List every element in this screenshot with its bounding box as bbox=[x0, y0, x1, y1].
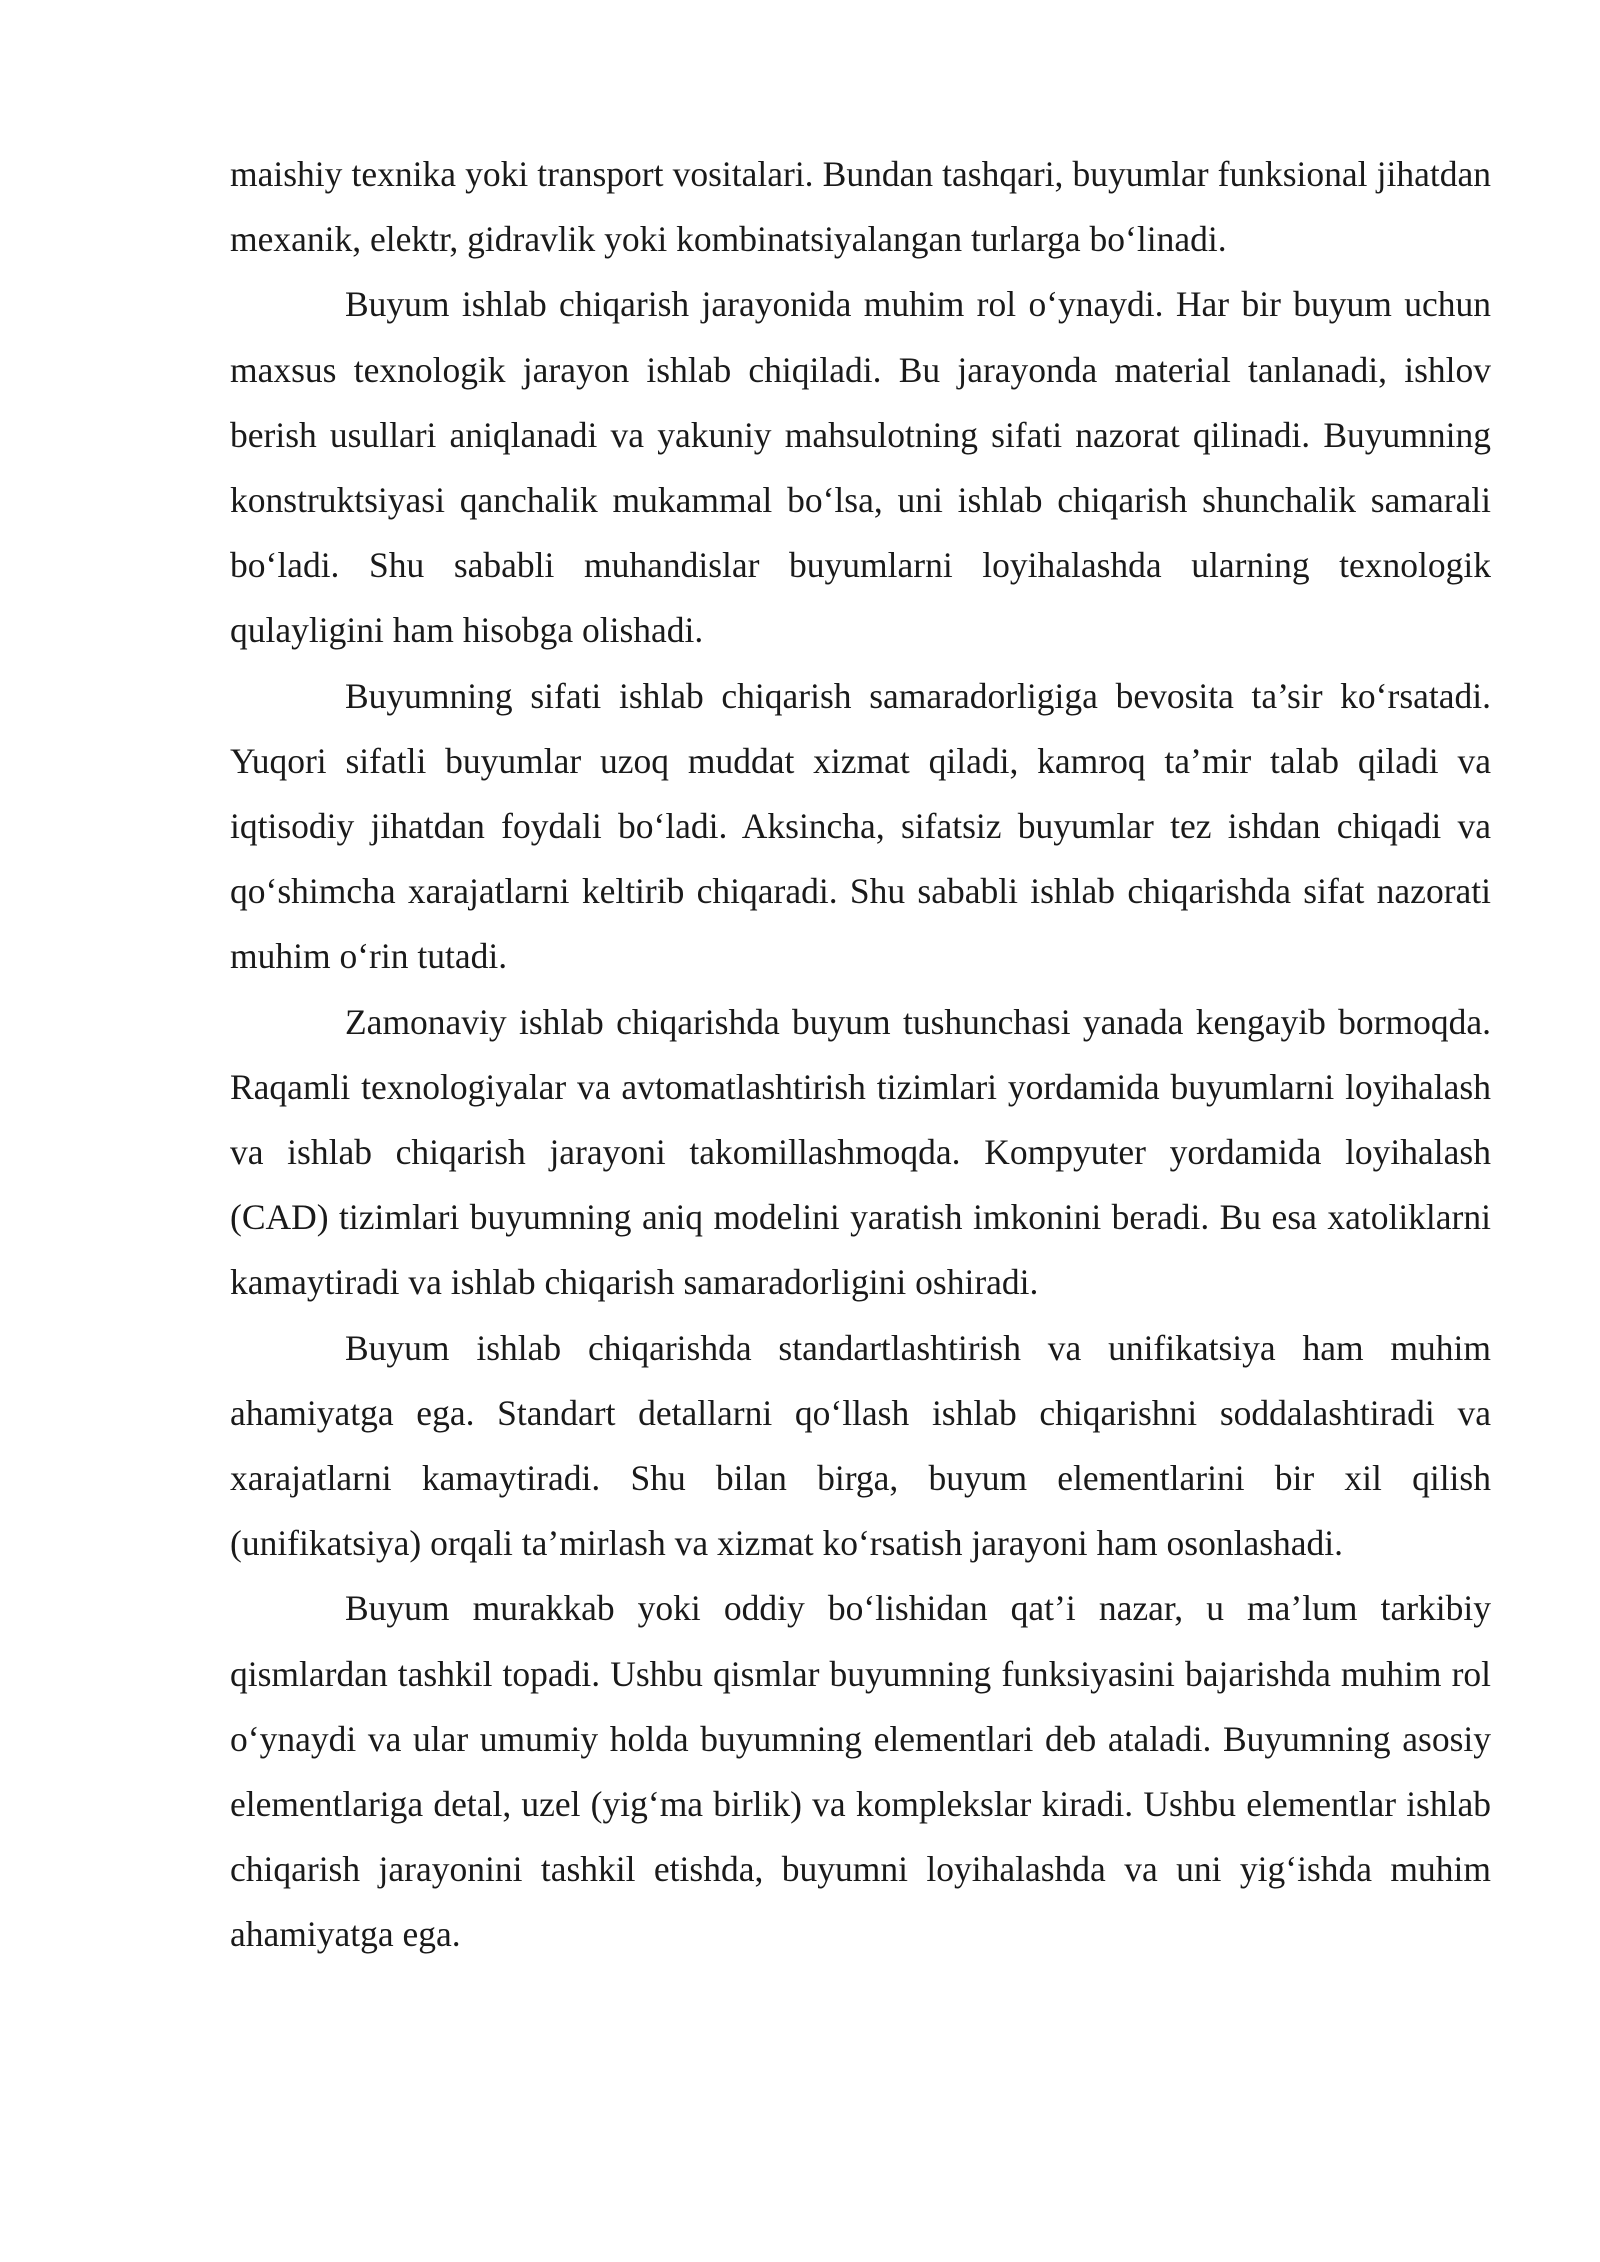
paragraph-elements: Buyum murakkab yoki oddiy bo‘lishidan qat’i nazar, u ma’lum tarkibiy qismlardan tashkil topadi. Ushbu qismlar buyumning funksiyasini bajarishda muhim rol o‘ynaydi va ular umumiy holda buyumning elementlari deb ataladi. Buyumning asosiy elementlariga detal, uzel (yig‘ma birlik) va komplekslar kiradi. Ushbu elementlar ishlab chiqarish jarayonini tashkil etishda, buyumni loyihalashda va uni yig‘ishda muhim ahamiyatga ega. bbox=[230, 1588, 1491, 1955]
paragraph-production-role: Buyum ishlab chiqarish jarayonida muhim rol o‘ynaydi. Har bir buyum uchun maxsus texnologik jarayon ishlab chiqiladi. Bu jarayonda material tanlanadi, ishlov berish usullari aniqlanadi va yakuniy mahsulotning sifati nazorat qilinadi. Buyumning konstruktsiyasi qanchalik mukammal bo‘lsa, uni ishlab chiqarish shunchalik samarali bo‘ladi. Shu sababli muhandislar buyumlarni loyihalashda ularning texnologik qulayligini ham hisobga olishadi. bbox=[230, 284, 1491, 651]
body-text bbox=[230, 142, 1491, 1968]
paragraph-quality: Buyumning sifati ishlab chiqarish samaradorligiga bevosita ta’sir ko‘rsatadi. Yuqori sifatli buyumlar uzoq muddat xizmat qiladi, kamroq ta’mir talab qiladi va iqtisodiy jihatdan foydali bo‘ladi. Aksincha, sifatsiz buyumlar tez ishdan chiqadi va qo‘shimcha xarajatlarni keltirib chiqaradi. Shu sababli ishlab chiqarishda sifat nazorati muhim o‘rin tutadi. bbox=[230, 675, 1491, 977]
paragraph-continuation: maishiy texnika yoki transport vositalari. Bundan tashqari, buyumlar funksional jihatdan mexanik, elektr, gidravlik yoki kombinatsiyalangan turlarga bo‘linadi. bbox=[230, 154, 1491, 260]
paragraph-modern-production: Zamonaviy ishlab chiqarishda buyum tushunchasi yanada kengayib bormoqda. Raqamli texnologiyalar va avtomatlashtirish tizimlari yordamida buyumlarni loyihalash va ishlab chiqarish jarayoni takomillashmoqda. Kompyuter yordamida loyihalash (CAD) tizimlari buyumning aniq modelini yaratish imkonini beradi. Bu esa xatoliklarni kamaytiradi va ishlab chiqarish samaradorligini oshiradi. bbox=[230, 1001, 1491, 1303]
paragraph-standardization: Buyum ishlab chiqarishda standartlashtirish va unifikatsiya ham muhim ahamiyatga ega. Standart detallarni qo‘llash ishlab chiqarishni soddalashtiradi va xarajatlarni kamaytiradi. Shu bilan birga, buyum elementlarini bir xil qilish (unifikatsiya) orqali ta’mirlash va xizmat ko‘rsatish jarayoni ham osonlashadi. bbox=[230, 1327, 1491, 1564]
